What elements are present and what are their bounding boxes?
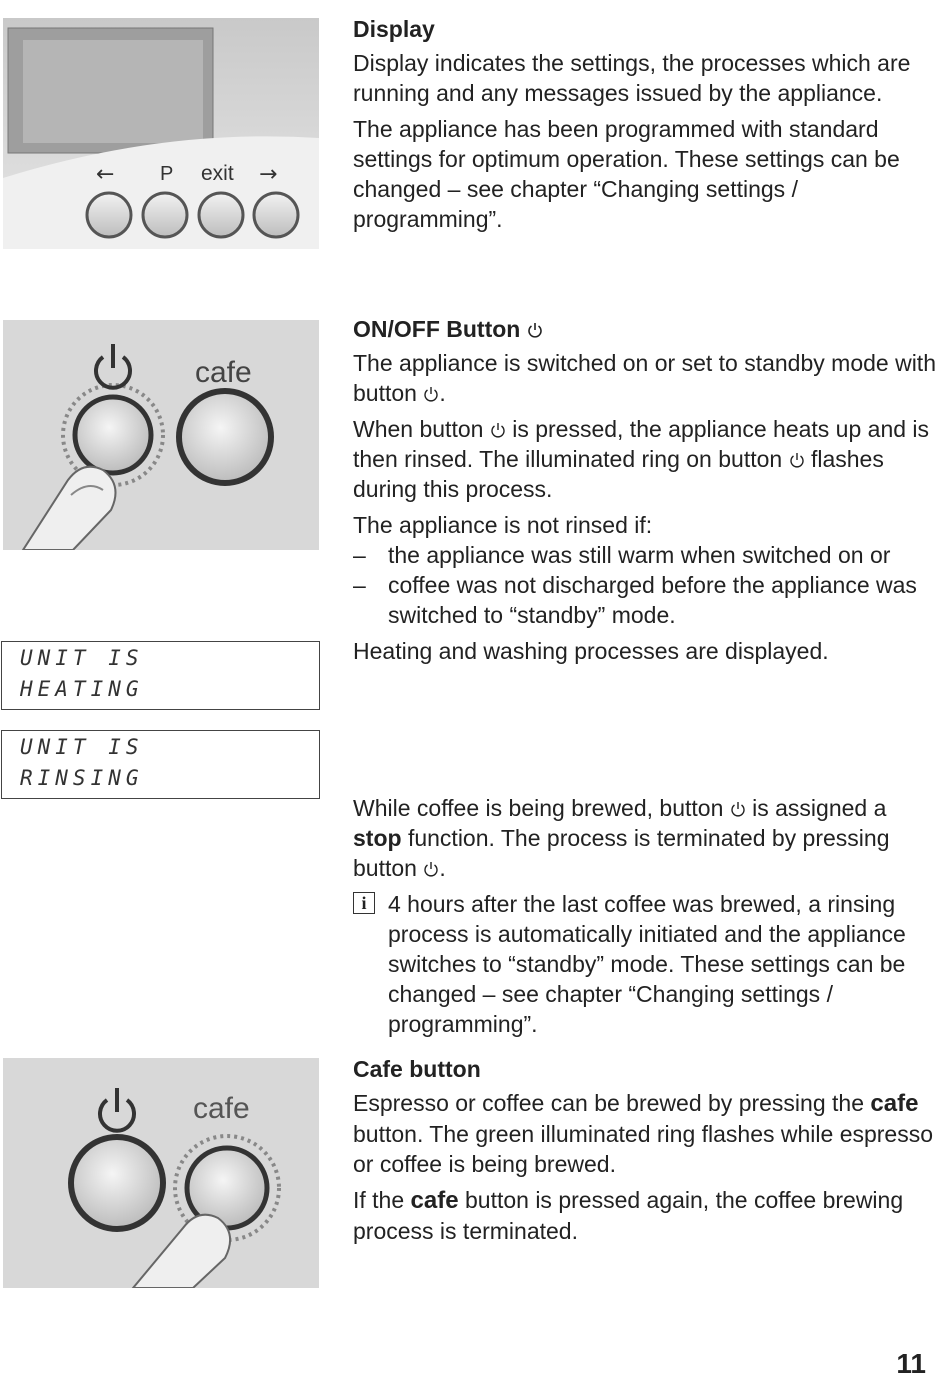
display-section [353, 14, 938, 240]
onoff-heading: ON/OFF Button [353, 316, 521, 342]
stop-paragraph-d: . [439, 855, 446, 881]
lcd-line: RINSING [20, 766, 144, 790]
onoff-paragraph-2b: is pressed, the appliance heats up and is then rinsed. The illuminated ring on button [353, 416, 930, 472]
bullet-dash: – [353, 572, 366, 598]
display-heading: Display [353, 16, 435, 42]
cafe-paragraph-2b: button is pressed again, the coffee brewing process is terminated. [353, 1187, 904, 1244]
info-icon: i [353, 892, 375, 914]
cafe-photo-label: cafe [195, 356, 252, 389]
power-icon [490, 421, 506, 439]
display-paragraph-1: Display indicates the settings, the processes which are running and any messages issued by the appliance. [353, 50, 911, 106]
stop-section [353, 793, 938, 1039]
info-note [353, 889, 938, 1039]
onoff-paragraph-4: Heating and washing processes are displayed. [353, 638, 829, 664]
power-icon [423, 860, 439, 878]
onoff-section [353, 314, 938, 666]
display-panel-photo [3, 18, 319, 249]
cafe-photo-label: cafe [193, 1092, 250, 1125]
display-paragraph-2: The appliance has been programmed with standard settings for optimum operation. These settings can be changed – see chapter “Changing settings / programming”. [353, 116, 900, 232]
onoff-paragraph-2a: When button [353, 416, 484, 442]
onoff-paragraph-3: The appliance is not rinsed if: [353, 512, 653, 538]
power-icon [527, 321, 543, 339]
list-item [353, 540, 938, 570]
stop-paragraph-b: is assigned a [752, 795, 887, 821]
bullet-dash: – [353, 542, 366, 568]
list-item [353, 570, 938, 630]
lcd-rinsing [1, 730, 320, 799]
cafe-press-photo [3, 1058, 319, 1288]
cafe-paragraph-1a: Espresso or coffee can be brewed by pressing the [353, 1090, 864, 1116]
onoff-press-photo [3, 320, 319, 550]
stop-paragraph-a: While coffee is being brewed, button [353, 795, 724, 821]
power-icon [423, 385, 439, 403]
list-item-text: coffee was not discharged before the appliance was switched to “standby” mode. [388, 572, 917, 628]
cafe-heading: Cafe button [353, 1056, 481, 1082]
cafe-word: cafe [870, 1090, 919, 1117]
cafe-paragraph-1b: button. The green illuminated ring flashes while espresso or coffee is being brewed. [353, 1121, 934, 1177]
cafe-word: cafe [410, 1187, 459, 1214]
exit-label: exit [201, 162, 234, 185]
stop-paragraph-c: function. The process is terminated by pressing button [353, 825, 890, 881]
lcd-line: UNIT IS [20, 646, 144, 670]
left-arrow-label: ← [96, 162, 115, 187]
info-text: 4 hours after the last coffee was brewed, a rinsing process is automatically initiated and the appliance switches to “standby” mode. These settings can be changed – see chapter “Changing settings / programming”. [388, 891, 906, 1037]
cafe-paragraph-2a: If the [353, 1187, 405, 1213]
list-item-text: the appliance was still warm when switched on or [388, 542, 891, 568]
power-icon [730, 800, 746, 818]
lcd-heating [1, 641, 320, 710]
page-number: 11 [896, 1348, 926, 1379]
lcd-line: HEATING [20, 677, 144, 701]
right-arrow-label: → [259, 162, 278, 187]
power-icon [789, 451, 805, 469]
lcd-line: UNIT IS [20, 735, 144, 759]
onoff-paragraph-1b: . [439, 380, 446, 406]
onoff-paragraph-1a: The appliance is switched on or set to standby mode with button [353, 350, 936, 406]
p-label: P [160, 163, 174, 185]
cafe-section [353, 1054, 938, 1252]
stop-word: stop [353, 825, 402, 851]
onoff-paragraph-2c: flashes during this process. [353, 446, 884, 502]
